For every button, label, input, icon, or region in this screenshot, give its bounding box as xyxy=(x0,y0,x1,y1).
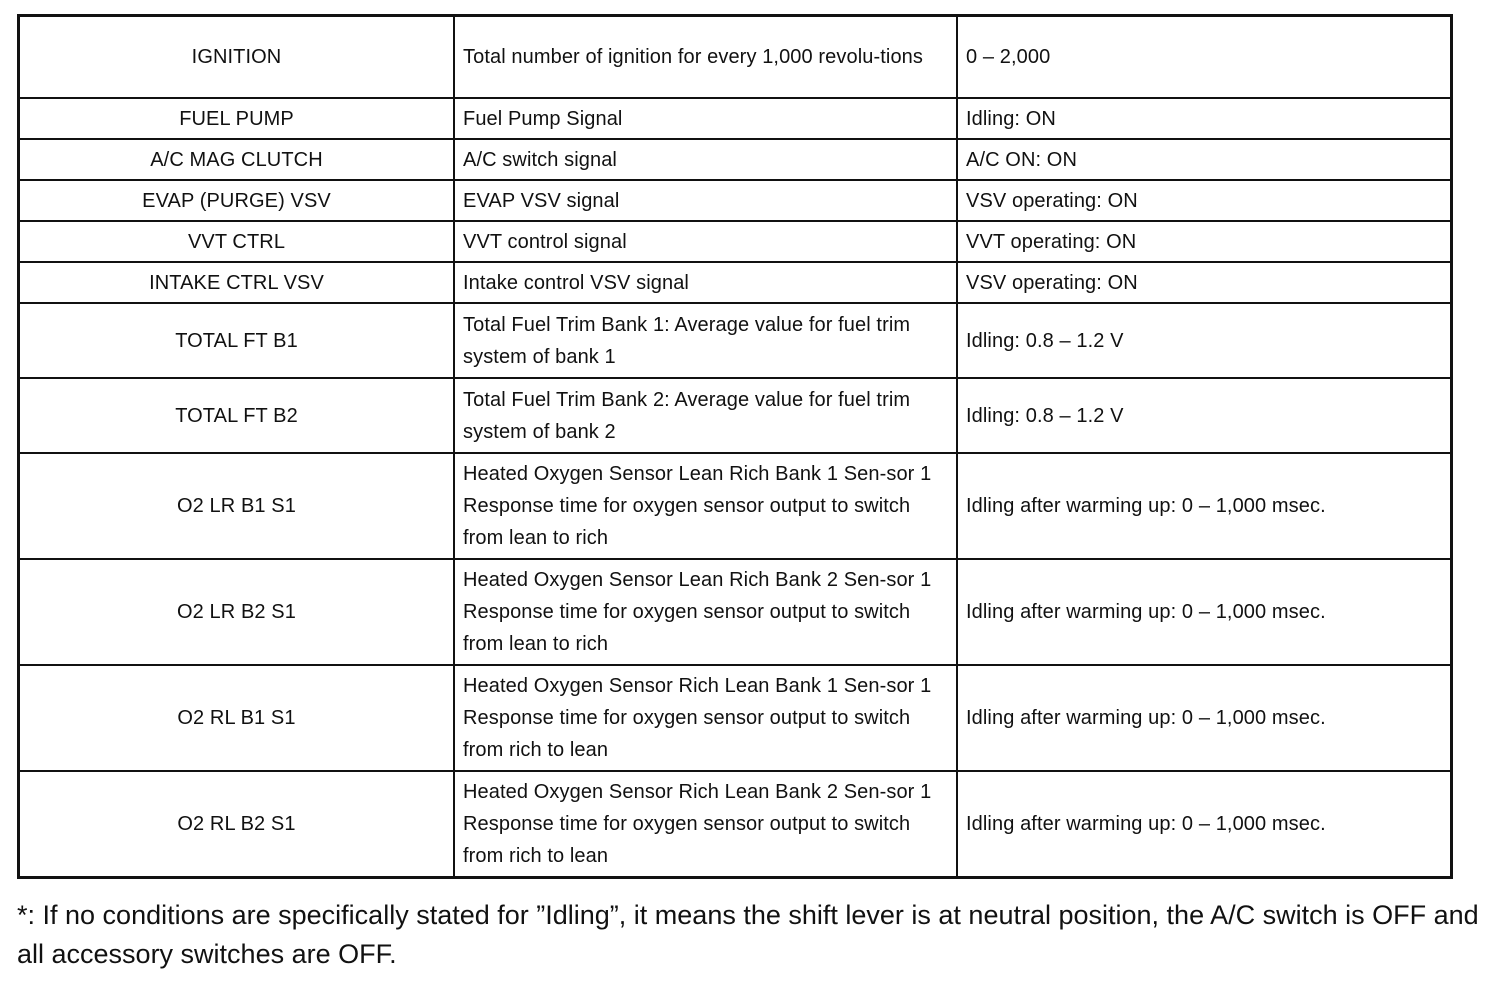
item-cell: IGNITION xyxy=(19,16,455,99)
table-row xyxy=(19,303,1452,378)
footnote: *: If no conditions are specifically stated for ”Idling”, it means the shift lever is at neutral position, the A/C switch is OFF and all accessory switches are OFF. xyxy=(17,900,1479,969)
description-cell: EVAP VSV signal xyxy=(454,180,957,221)
condition-cell: 0 – 2,000 xyxy=(957,16,1452,99)
table-row xyxy=(19,262,1452,303)
description-cell: Heated Oxygen Sensor Rich Lean Bank 2 Sen-sor 1 Response time for oxygen sensor output to switch from rich to lean xyxy=(454,771,957,878)
table-row xyxy=(19,16,1452,99)
description-cell: Fuel Pump Signal xyxy=(454,98,957,139)
description-cell: A/C switch signal xyxy=(454,139,957,180)
item-cell: O2 RL B1 S1 xyxy=(19,665,455,771)
description-cell: VVT control signal xyxy=(454,221,957,262)
table-row xyxy=(19,453,1452,559)
condition-cell: A/C ON: ON xyxy=(957,139,1452,180)
condition-cell: VSV operating: ON xyxy=(957,262,1452,303)
description-cell: Heated Oxygen Sensor Lean Rich Bank 1 Sen-sor 1 Response time for oxygen sensor output to switch from lean to rich xyxy=(454,453,957,559)
description-cell: Total Fuel Trim Bank 2: Average value for fuel trim system of bank 2 xyxy=(454,378,957,453)
description-cell: Total Fuel Trim Bank 1: Average value for fuel trim system of bank 1 xyxy=(454,303,957,378)
condition-cell: Idling: 0.8 – 1.2 V xyxy=(957,303,1452,378)
item-cell: FUEL PUMP xyxy=(19,98,455,139)
table-row xyxy=(19,221,1452,262)
description-cell: Heated Oxygen Sensor Lean Rich Bank 2 Sen-sor 1 Response time for oxygen sensor output to switch from lean to rich xyxy=(454,559,957,665)
table-row xyxy=(19,771,1452,878)
description-cell: Total number of ignition for every 1,000 revolu-tions xyxy=(454,16,957,99)
table-row xyxy=(19,665,1452,771)
table-row xyxy=(19,559,1452,665)
table-row xyxy=(19,98,1452,139)
condition-cell: Idling after warming up: 0 – 1,000 msec. xyxy=(957,453,1452,559)
item-cell: INTAKE CTRL VSV xyxy=(19,262,455,303)
condition-cell: Idling: ON xyxy=(957,98,1452,139)
condition-cell: Idling after warming up: 0 – 1,000 msec. xyxy=(957,665,1452,771)
description-cell: Intake control VSV signal xyxy=(454,262,957,303)
condition-cell: VVT operating: ON xyxy=(957,221,1452,262)
item-cell: TOTAL FT B1 xyxy=(19,303,455,378)
table-row xyxy=(19,378,1452,453)
table-row xyxy=(19,139,1452,180)
table-row xyxy=(19,180,1452,221)
item-cell: O2 LR B1 S1 xyxy=(19,453,455,559)
item-cell: O2 RL B2 S1 xyxy=(19,771,455,878)
item-cell: TOTAL FT B2 xyxy=(19,378,455,453)
condition-cell: VSV operating: ON xyxy=(957,180,1452,221)
item-cell: A/C MAG CLUTCH xyxy=(19,139,455,180)
item-cell: VVT CTRL xyxy=(19,221,455,262)
condition-cell: Idling after warming up: 0 – 1,000 msec. xyxy=(957,559,1452,665)
description-cell: Heated Oxygen Sensor Rich Lean Bank 1 Sen-sor 1 Response time for oxygen sensor output to switch from rich to lean xyxy=(454,665,957,771)
condition-cell: Idling after warming up: 0 – 1,000 msec. xyxy=(957,771,1452,878)
data-list-table-container xyxy=(17,14,1453,879)
item-cell: EVAP (PURGE) VSV xyxy=(19,180,455,221)
condition-cell: Idling: 0.8 – 1.2 V xyxy=(957,378,1452,453)
item-cell: O2 LR B2 S1 xyxy=(19,559,455,665)
data-list-table xyxy=(17,14,1453,879)
